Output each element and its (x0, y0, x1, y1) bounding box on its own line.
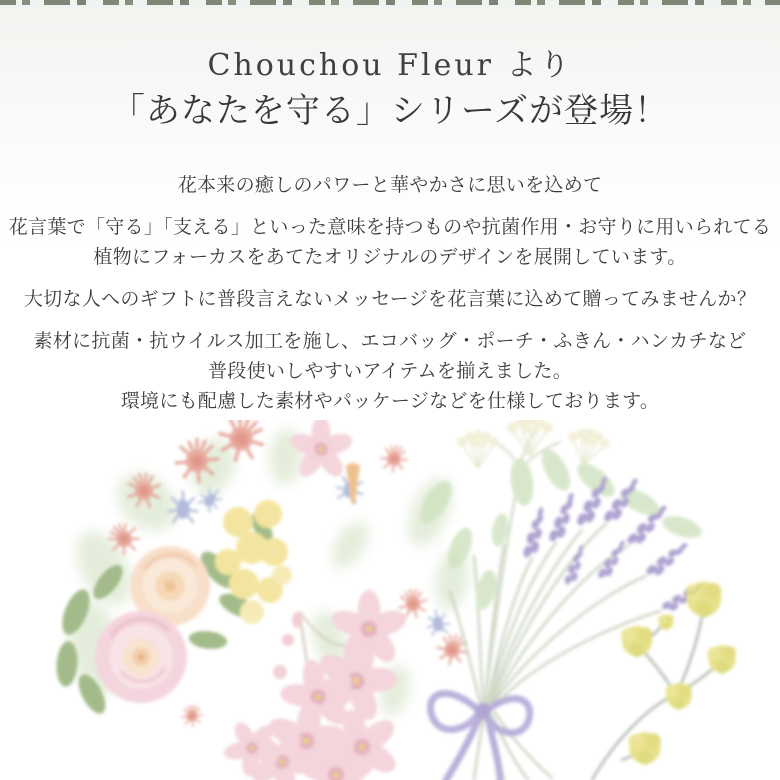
wreath-illustration (55, 420, 473, 780)
paragraph-flower-language-line1: 花言葉で「守る」「支える」といった意味を持つものや抗菌作用・お守りに用いられてる (8, 217, 772, 238)
tagline: 花本来の癒しのパワーと華やかさに思いを込めて (177, 175, 603, 196)
paragraph-flower-language-line2: 植物にフォーカスをあてたオリジナルのデザインを展開しています。 (93, 247, 687, 268)
yellow-pompom-branch-illustration (592, 582, 736, 780)
intro-text-column (0, 47, 780, 417)
cropped-banner-strip (0, 0, 780, 5)
floral-watercolor-illustration (0, 420, 780, 780)
brand-line: Chouchou Fleur より (207, 48, 573, 83)
paragraph-gift: 大切な人へのギフトに普段言えないメッセージを花言葉に込めて贈ってみませんか？ (23, 289, 757, 310)
paragraph-items-line1: 素材に抗菌・抗ウイルス加工を施し、エコバッグ・ポーチ・ふきん・ハンカチなど (33, 331, 747, 352)
paragraph-items-line2: 普段使いしやすいアイテムを揃えました。 (207, 361, 573, 382)
series-headline: 「あなたを守る」シリーズが登場！ (110, 92, 670, 130)
paragraph-flower-language (0, 213, 780, 273)
paragraph-items-line3: 環境にも配慮した素材やパッケージなどを仕様しております。 (120, 391, 660, 412)
paragraph-items (0, 327, 780, 417)
